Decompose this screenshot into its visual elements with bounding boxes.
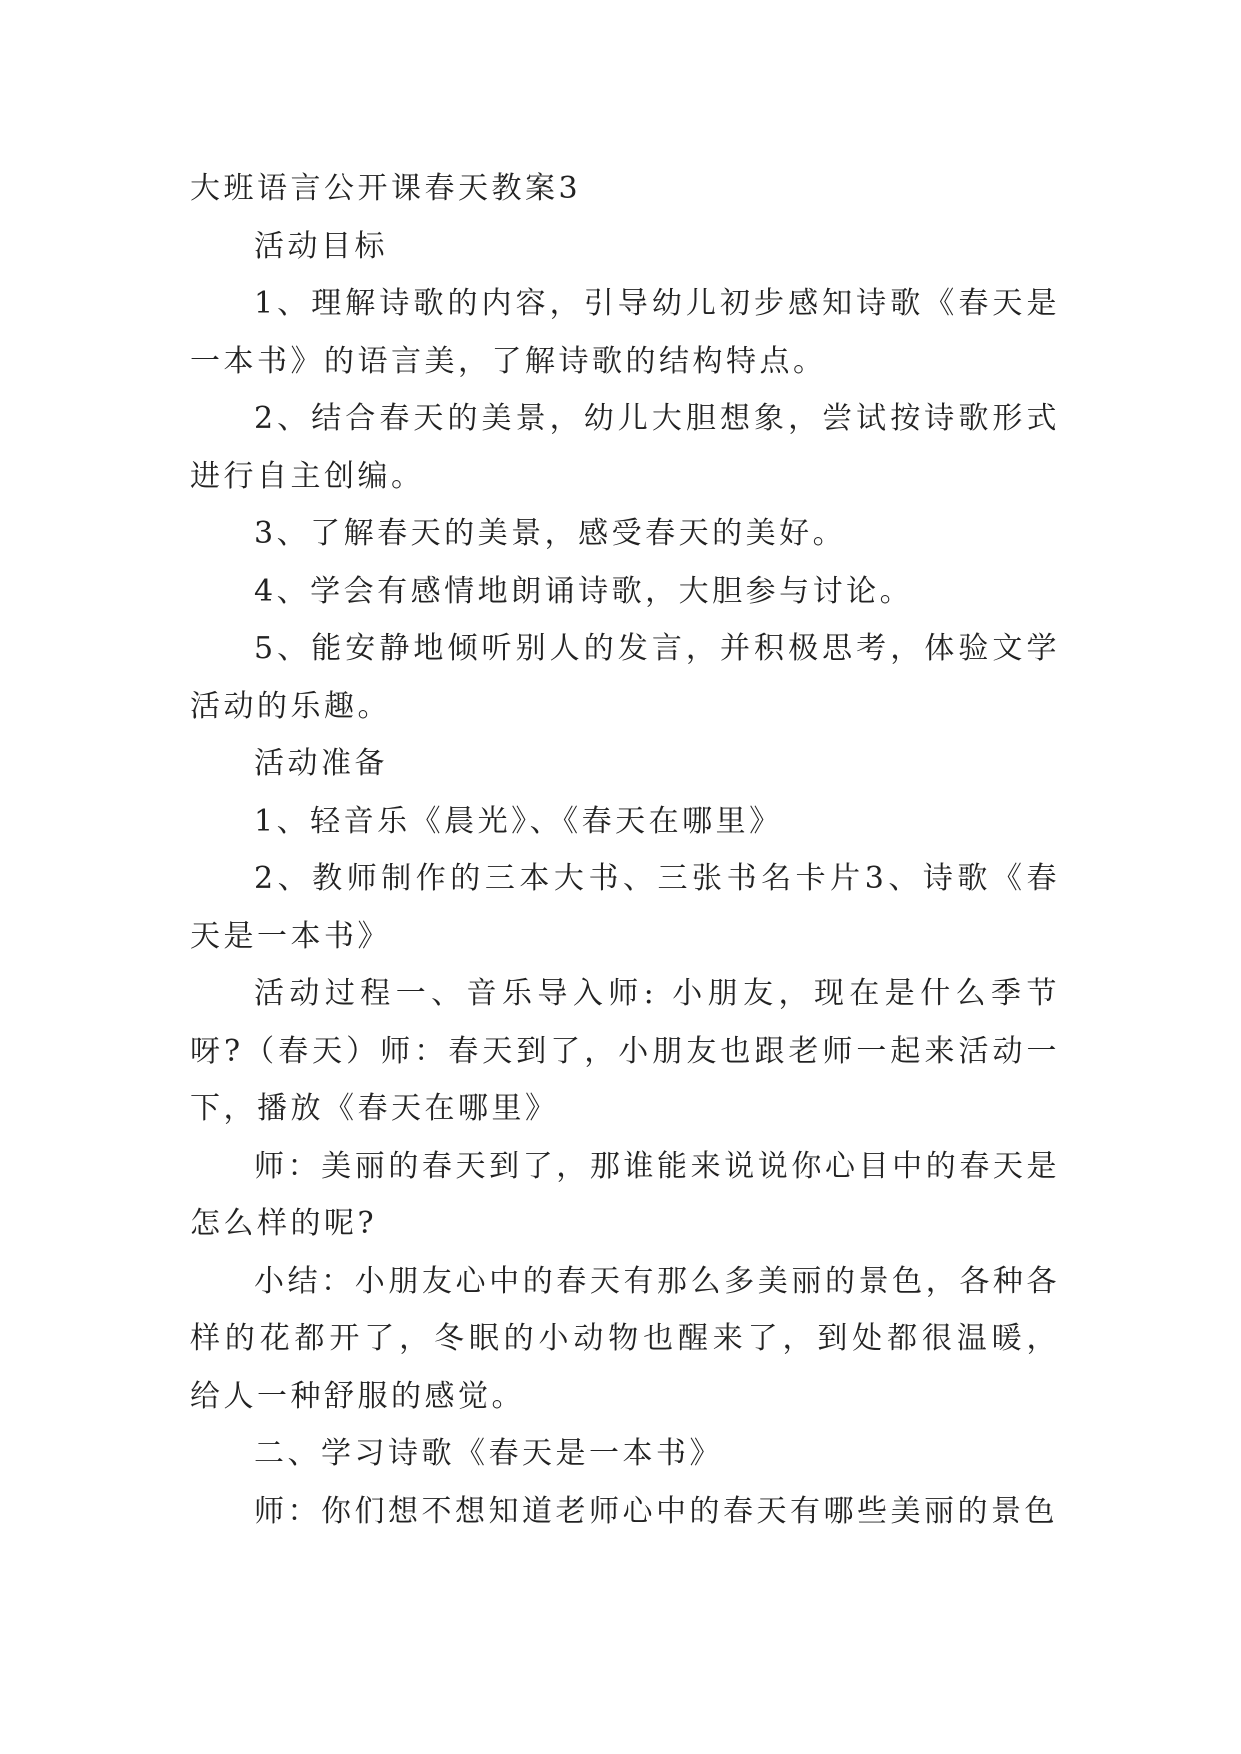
paragraph: 活动过程一、音乐导入师: 小朋友，现在是什么季节呀?（春天）师：春天到了，小朋友也跟老师一起来活动一下，播放《春天在哪里》: [190, 976, 1060, 1126]
section-heading-preparation: 活动准备: [254, 746, 388, 781]
document-body: [190, 160, 1060, 1540]
paragraph: 小结：小朋友心中的春天有那么多美丽的景色，各种各样的花都开了，冬眠的小动物也醒来了，到处都很温暖，给人一种舒服的感觉。: [190, 1263, 1060, 1414]
paragraph: 3、了解春天的美景，感受春天的美好。: [254, 516, 847, 551]
paragraph: 师：美丽的春天到了，那谁能来说说你心目中的春天是怎么样的呢?: [190, 1148, 1060, 1241]
paragraph: 1、理解诗歌的内容，引导幼儿初步感知诗歌《春天是一本书》的语言美，了解诗歌的结构特点。: [190, 286, 1060, 379]
paragraph: 2、结合春天的美景，幼儿大胆想象，尝试按诗歌形式进行自主创编。: [190, 401, 1060, 494]
paragraph: 师：你们想不想知道老师心中的春天有哪些美丽的景色: [254, 1493, 1058, 1529]
section-heading-poem: 二、学习诗歌《春天是一本书》: [254, 1436, 723, 1471]
document-title: 大班语言公开课春天教案3: [190, 171, 582, 206]
paragraph: 2、教师制作的三本大书、三张书名卡片3、诗歌《春天是一本书》: [190, 861, 1060, 954]
section-heading-goals: 活动目标: [254, 228, 388, 264]
paragraph: 5、能安静地倾听别人的发言，并积极思考，体验文学活动的乐趣。: [190, 631, 1060, 724]
paragraph: 4、学会有感情地朗诵诗歌，大胆参与讨论。: [254, 573, 914, 609]
paragraph: 1、轻音乐《晨光》、《春天在哪里》: [254, 803, 783, 839]
